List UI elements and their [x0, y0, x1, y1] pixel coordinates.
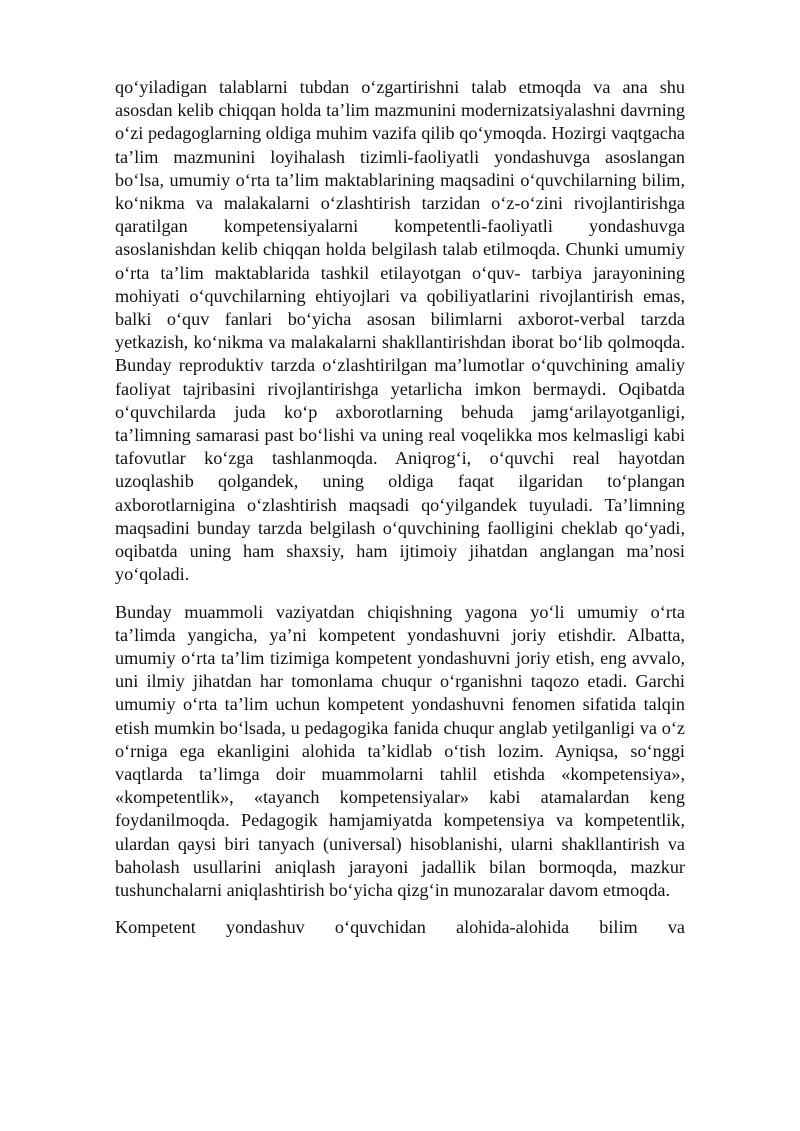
body-paragraph-3: Kompetent yondashuv o‘quvchidan alohida-alohida bilim va	[115, 917, 685, 938]
body-paragraph-2: Bunday muammoli vaziyatdan chiqishning yagona yo‘li umumiy o‘rta ta’limda yangicha, ya’ni kompetent yondashuvni joriy etishdir. Albatta, umumiy o‘rta ta’lim tizimiga kompetent yondashuvni joriy etish, eng avvalo, uni ilmiy jihatdan har tomonlama chuqur o‘rganishni taqozo etadi. Garchi umumiy o‘rta ta’lim uchun kompetent yondashuvni fenomen sifatida talqin etish mumkin bo‘lsada, u pedagogika fanida chuqur anglab yetilganligi va o‘z o‘rniga ega ekanligini alohida ta’kidlab o‘tish lozim. Ayniqsa, so‘nggi vaqtlarda ta’limga doir muammolarni tahlil etishda «kompetensiya», «kompetentlik», «tayanch kompetensiyalar» kabi atamalardan keng foydanilmoqda. Pedagogik hamjamiyatda kompetensiya va kompetentlik, ulardan qaysi biri tanyach (universal) hisoblanishi, ularni shakllantirish va baholash usullarini aniqlash jarayoni jadallik bilan bormoqda, mazkur tushunchalarni aniqlashtirish bo‘yicha qizg‘in munozaralar davom etmoqda.	[115, 601, 685, 901]
document-page	[115, 76, 685, 954]
body-paragraph-1: qo‘yiladigan talablarni tubdan o‘zgartirishni talab etmoqda va ana shu asosdan kelib chiqqan holda ta’lim mazmunini modernizatsiyalashni davrning o‘zi pedagoglarning oldiga muhim vazifa qilib qo‘ymoqda. Hozirgi vaqtgacha ta’lim mazmunini loyihalash tizimli-faoliyatli yondashuvga asoslangan bo‘lsa, umumiy o‘rta ta’lim maktablarining maqsadini o‘quvchilarning bilim, ko‘nikma va malakalarni o‘zlashtirish tarzidan o‘z-o‘zini rivojlantirishga qaratilgan kompetensiyalarni kompetentli-faoliyatli yondashuvga asoslanishdan kelib chiqqan holda belgilash talab etilmoqda. Chunki umumiy o‘rta ta’lim maktablarida tashkil etilayotgan o‘quv- tarbiya jarayonining mohiyati o‘quvchilarning ehtiyojlari va qobiliyatlarini rivojlantirish emas, balki o‘quv fanlari bo‘yicha asosan bilimlarni axborot-verbal tarzda yetkazish, ko‘nikma va malakalarni shakllantirishdan iborat bo‘lib qolmoqda. Bunday reproduktiv tarzda o‘zlashtirilgan ma’lumotlar o‘quvchining amaliy faoliyat tajribasini rivojlantirishga yetarlicha imkon bermaydi. Oqibatda o‘quvchilarda juda ko‘p axborotlarning behuda jamg‘arilayotganligi, ta’limning samarasi past bo‘lishi va uning real voqelikka mos kelmasligi kabi tafovutlar ko‘zga tashlanmoqda. Aniqrog‘i, o‘quvchi real hayotdan uzoqlashib qolgandek, uning oldiga faqat ilgaridan to‘plangan axborotlarnigina o‘zlashtirish maqsadi qo‘yilgandek tuyuladi. Ta’limning maqsadini bunday tarzda belgilash o‘quvchining faolligini cheklab qo‘yadi, oqibatda uning ham shaxsiy, ham ijtimoiy jihatdan anglangan ma’nosi yo‘qoladi.	[115, 77, 685, 585]
